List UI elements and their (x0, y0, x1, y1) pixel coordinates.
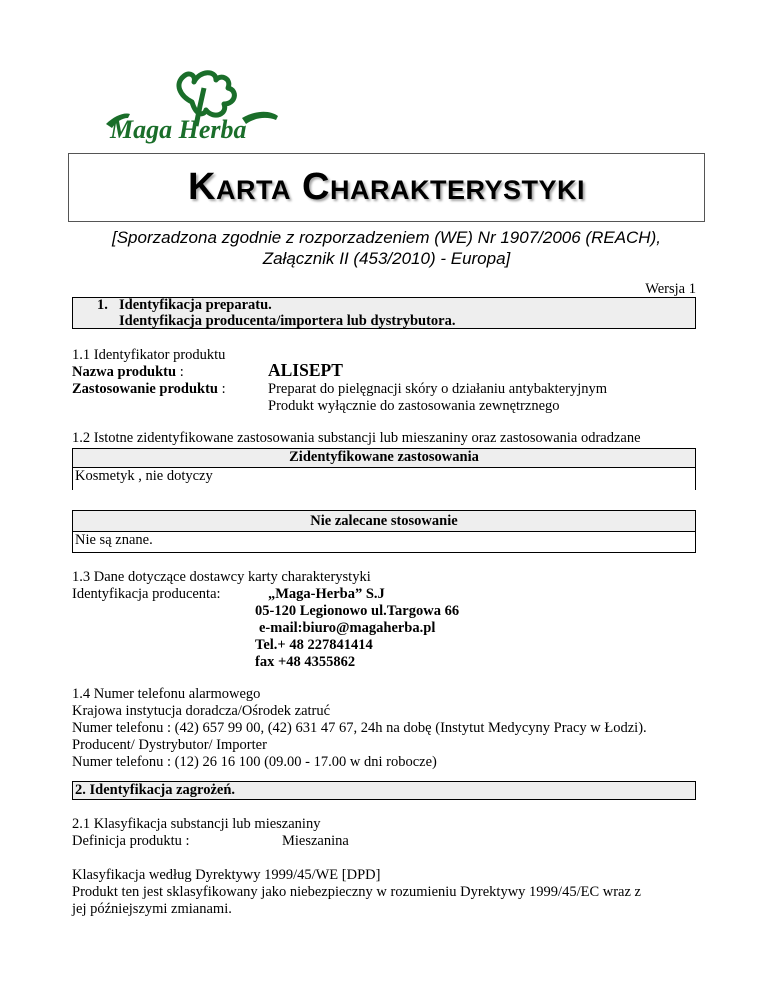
subtitle-line-2: Załącznik II (453/2010) - Europa] (262, 249, 511, 268)
logo-text: Maga Herba (110, 115, 247, 144)
emergency-line-3: Producent/ Dystrybutor/ Importer (72, 737, 267, 753)
definition-label: Definicja produktu : (72, 833, 190, 849)
product-name-value: ALISEPT (268, 360, 343, 380)
product-use-label: Zastosowanie produktu : (72, 381, 226, 397)
producer-company: „Maga-Herba” S.J (268, 586, 385, 602)
classification-line-2: jej późniejszymi zmianami. (72, 901, 232, 917)
product-name-label: Nazwa produktu : (72, 364, 184, 380)
title-box (68, 153, 705, 222)
product-use-line-1: Preparat do pielęgnacji skóry o działaniu antybakteryjnym (268, 381, 608, 397)
section-1-number: 1. (97, 297, 108, 313)
producer-tel: Tel.+ 48 227841414 (255, 637, 373, 653)
section-2-header: 2. Identyfikacja zagrożeń. (72, 781, 696, 800)
not-recommended-value: Nie są znane. (72, 532, 696, 553)
document-subtitle (68, 227, 705, 269)
classification-title: Klasyfikacja według Dyrektywy 1999/45/WE [DPD] (72, 867, 381, 883)
producer-fax: fax +48 4355862 (255, 654, 356, 670)
version-label: Wersja 1 (645, 281, 696, 297)
identified-uses-value: Kosmetyk , nie dotyczy (72, 468, 696, 490)
section-1-header (72, 297, 696, 329)
subsection-1-2-label: 1.2 Istotne zidentyfikowane zastosowania substancji lub mieszaniny oraz zastosowania odradzane (72, 430, 641, 446)
definition-value: Mieszanina (282, 833, 349, 849)
section-1-heading-line-2: Identyfikacja producenta/importera lub dystrybutora. (119, 313, 456, 329)
emergency-line-1: Krajowa instytucja doradcza/Ośrodek zatruć (72, 703, 331, 719)
product-use-line-2: Produkt wyłącznie do zastosowania zewnętrznego (268, 398, 560, 414)
subsection-1-1-label: 1.1 Identyfikator produktu (72, 347, 226, 363)
document-title: Karta Charakterystyki (188, 166, 585, 208)
company-logo (100, 66, 282, 146)
emergency-line-2: Numer telefonu : (42) 657 99 00, (42) 631 47 67, 24h na dobę (Instytut Medycyny Pracy w Łodzi). (72, 720, 647, 736)
not-recommended-header: Nie zalecane stosowanie (72, 510, 696, 532)
subsection-2-1-label: 2.1 Klasyfikacja substancji lub mieszaniny (72, 816, 321, 832)
maga-herba-leaf-logo-icon (100, 66, 282, 146)
section-1-heading-line-1: Identyfikacja preparatu. (119, 297, 272, 313)
identified-uses-header: Zidentyfikowane zastosowania (72, 448, 696, 468)
classification-line-1: Produkt ten jest sklasyfikowany jako niebezpieczny w rozumieniu Dyrektywy 1999/45/EC wraz z (72, 884, 641, 900)
emergency-line-4: Numer telefonu : (12) 26 16 100 (09.00 - 17.00 w dni robocze) (72, 754, 437, 770)
subsection-1-4-label: 1.4 Numer telefonu alarmowego (72, 686, 261, 702)
subsection-1-3-label: 1.3 Dane dotyczące dostawcy karty charakterystyki (72, 569, 371, 585)
subtitle-line-1: [Sporzadzona zgodnie z rozporzadzeniem (WE) Nr 1907/2006 (REACH), (112, 228, 661, 247)
producer-address: 05-120 Legionowo ul.Targowa 66 (255, 603, 460, 619)
producer-label: Identyfikacja producenta: (72, 586, 221, 602)
producer-email: e-mail:biuro@magaherba.pl (259, 620, 436, 636)
